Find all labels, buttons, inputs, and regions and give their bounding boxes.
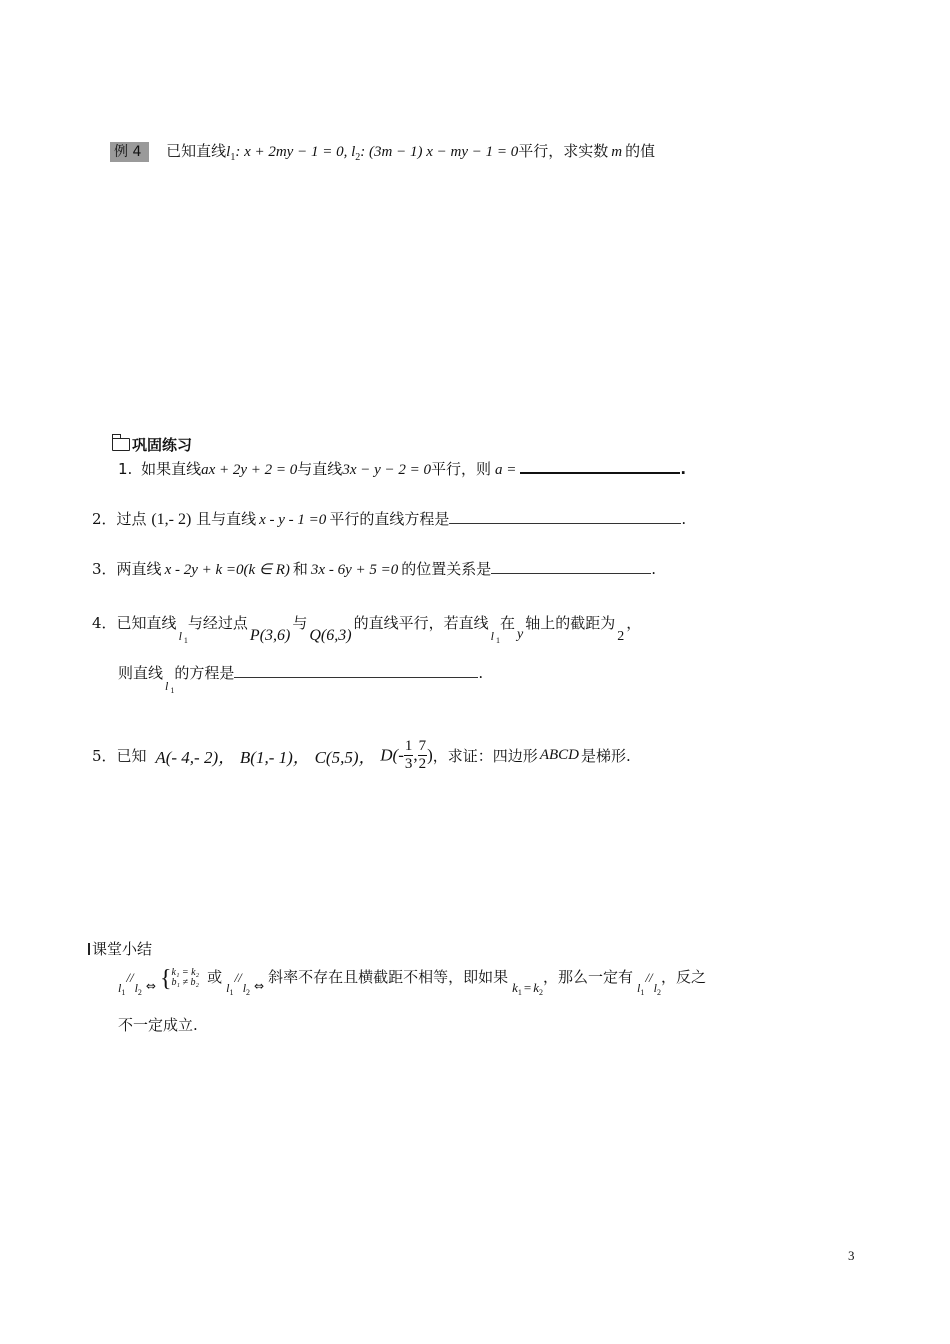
condition-stack: k₁ = k₂ b₁ ≠ b₂ (171, 967, 200, 988)
answer-blank[interactable] (520, 458, 680, 474)
answer-blank[interactable] (449, 509, 681, 524)
question-2: 2．过点 (1,- 2) 且与直线 x - y - 1 =0 平行的直线方程是 . (92, 510, 687, 528)
summary-line-1: $_{l1}//_{l2}$ $_\Leftrightarrow$ { k₁ = k₂ b₁ ≠ b₂ 或$_{l1}//_{l2}$ $_\Leftrightarrow$ 斜率不存在且横截距不相等，即如果$k_1 = k_2$，那么一定有$_{l1}//_{l2}$，反之 (118, 966, 706, 997)
page-number: 3 (848, 1248, 855, 1263)
example-badge: 例 4 (110, 142, 149, 162)
fraction: $\frac{7}{2}$ (418, 738, 427, 772)
question-3: 3．两直线 x - 2y + k =0(k ∈ R) 和 3x - 6y + 5 =0 的位置关系是 . (92, 560, 657, 578)
question-5: 5．已知 A(- 4,- 2)， B(1,- 1)， C(5,5)， D(- $\frac{1}{3}$ , $\frac{7}{2}$ )，求证：四边形 ABCD 是梯形. (92, 738, 631, 772)
practice-title: 巩固练习 (112, 434, 192, 455)
question-4-continued: 则直线$_l$ $_1$的方程是 . (118, 664, 484, 695)
question-4: 4．已知直线$_l$ $_1$与经过点P(3,6)与Q(6,3)的直线平行，若直线$_l$ $_1$在y轴上的截距为2， (92, 614, 642, 645)
example-4: 例 4 已知直线$l_1$: x + 2my − 1 = 0, $l_2$: (3m − 1) x − my − 1 = 0平行，求实数 m 的值 (110, 140, 655, 163)
folder-icon (112, 438, 130, 451)
answer-blank[interactable] (491, 559, 651, 574)
summary-line-2: 不一定成立. (118, 1016, 198, 1034)
answer-blank[interactable] (234, 663, 478, 678)
question-1: 1. 如果直线ax + 2y + 2 = 0与直线3x − y − 2 = 0平行，则 a = . (118, 460, 687, 478)
section-marker (88, 943, 90, 955)
fraction: $\frac{1}{3}$ (404, 738, 413, 772)
summary-title: 课堂小结 (88, 938, 152, 959)
